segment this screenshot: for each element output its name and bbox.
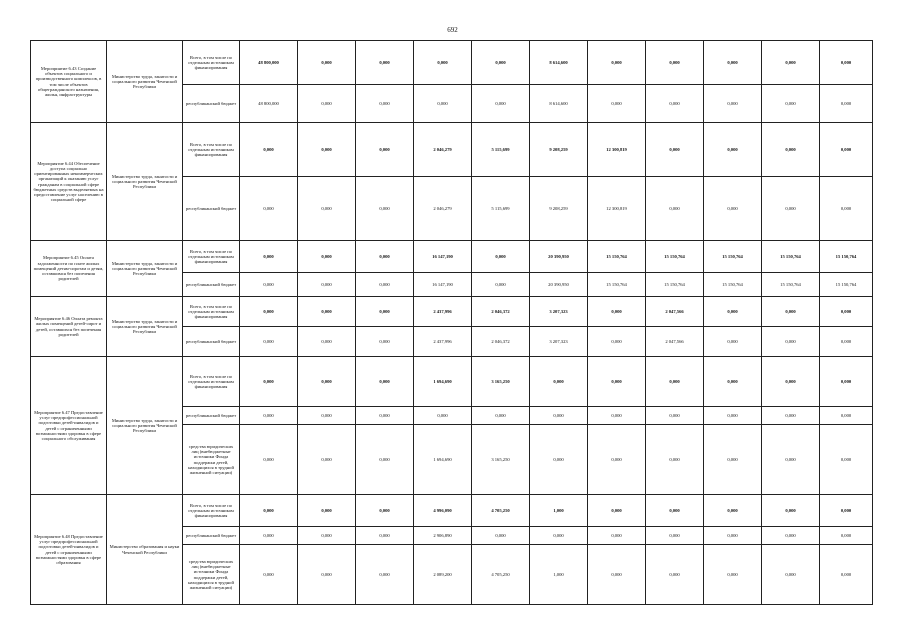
amount-cell: 0,000 [646,85,704,123]
amount-cell: 0,000 [646,527,704,545]
amount-cell: 2 046,372 [472,327,530,357]
amount-cell: 0,000 [704,123,762,177]
amount-cell: 0,000 [240,425,298,495]
amount-cell: 16 147,190 [414,273,472,297]
amount-cell: 0,000 [704,177,762,241]
funding-source: республиканский бюджет [183,407,240,425]
amount-cell: 2 047,566 [646,297,704,327]
amount-cell: 0,000 [298,273,356,297]
amount-cell: 0,000 [820,297,873,327]
event-executor: Министерство труда, занятости и социального развития Чеченской Республики [107,297,183,357]
amount-cell: 0,000 [356,177,414,241]
amount-cell: 0,000 [298,297,356,327]
amount-cell: 0,000 [356,41,414,85]
amount-cell: 1 694,690 [414,425,472,495]
amount-cell: 5 115,699 [472,177,530,241]
amount-cell: 8 614,600 [530,41,588,85]
amount-cell: 0,000 [646,495,704,527]
amount-cell: 0,000 [820,495,873,527]
event-executor: Министерство труда, занятости и социального развития Чеченской Республики [107,357,183,495]
amount-cell: 0,000 [820,327,873,357]
amount-cell: 2 089,200 [414,545,472,605]
amount-cell: 0,000 [356,297,414,327]
amount-cell: 15 150,764 [588,273,646,297]
amount-cell: 12 300,819 [588,177,646,241]
amount-cell: 0,000 [762,41,820,85]
table-row [31,123,873,177]
amount-cell: 0,000 [588,527,646,545]
amount-cell: 0,000 [530,357,588,407]
amount-cell: 3 207,323 [530,327,588,357]
amount-cell: 0,000 [530,425,588,495]
amount-cell: 0,000 [472,407,530,425]
amount-cell: 0,000 [472,241,530,273]
amount-cell: 0,000 [588,327,646,357]
amount-cell: 0,000 [240,123,298,177]
amount-cell: 0,000 [356,407,414,425]
amount-cell: 0,000 [704,495,762,527]
amount-cell: 0,000 [472,85,530,123]
amount-cell: 0,000 [240,527,298,545]
amount-cell: 0,000 [762,297,820,327]
amount-cell: 2 046,372 [472,297,530,327]
amount-cell: 20 390,950 [530,241,588,273]
table-row [31,357,873,407]
amount-cell: 0,000 [646,407,704,425]
amount-cell: 0,000 [762,177,820,241]
amount-cell: 5 115,699 [472,123,530,177]
funding-source: Всего, в том числе по отдельным источникам финансирования [183,297,240,327]
amount-cell: 0,000 [820,177,873,241]
amount-cell: 0,000 [588,85,646,123]
table-row [31,41,873,85]
event-name: Мероприятие 6.45 Оплата задолженности по плате жилых помещений детям-сиротам и детям, оставшимся без попечения родителей [31,241,107,297]
amount-cell: 0,000 [298,123,356,177]
funding-source: республиканский бюджет [183,273,240,297]
amount-cell: 0,000 [820,41,873,85]
event-name: Мероприятие 6.44 Обеспечение доступа социально ориентированных некоммерческих организаций к оказанию услуг гражданам в социальной сфере бюджетных средств выделяемых на предоставление услуг населению в социальной сфере [31,123,107,241]
amount-cell: 15 150,764 [762,241,820,273]
amount-cell: 0,000 [762,425,820,495]
amount-cell: 0,000 [762,327,820,357]
amount-cell: 1,000 [530,495,588,527]
amount-cell: 15 150,764 [820,273,873,297]
amount-cell: 0,000 [820,527,873,545]
amount-cell: 4 705,250 [472,495,530,527]
funding-source: республиканский бюджет [183,177,240,241]
amount-cell: 0,000 [646,41,704,85]
amount-cell: 0,000 [356,123,414,177]
amount-cell: 0,000 [820,123,873,177]
amount-cell: 3 207,323 [530,297,588,327]
amount-cell: 0,000 [646,177,704,241]
amount-cell: 0,000 [298,545,356,605]
event-name: Мероприятие 6.43 Создание объектов социального и производственного комплексов, в том числе объектов общегражданского назначения, жилья, инфраструктуры [31,41,107,123]
amount-cell: 0,000 [704,297,762,327]
amount-cell: 9 208,259 [530,123,588,177]
amount-cell: 0,000 [472,273,530,297]
amount-cell: 0,000 [762,407,820,425]
amount-cell: 0,000 [588,495,646,527]
budget-table [30,40,873,605]
amount-cell: 3 165,250 [472,425,530,495]
amount-cell: 0,000 [356,495,414,527]
amount-cell: 0,000 [704,407,762,425]
amount-cell: 0,000 [820,85,873,123]
funding-source: средства юридических лиц (внебюджетные источники Фонда поддержки детей, находящихся в трудной жизненной ситуации) [183,545,240,605]
amount-cell: 0,000 [298,241,356,273]
amount-cell: 0,000 [646,357,704,407]
funding-source: Всего, в том числе по отдельным источникам финансирования [183,123,240,177]
amount-cell: 0,000 [298,407,356,425]
amount-cell: 0,000 [762,527,820,545]
amount-cell: 0,000 [704,545,762,605]
amount-cell: 0,000 [240,177,298,241]
amount-cell: 1 694,690 [414,357,472,407]
amount-cell: 0,000 [820,407,873,425]
funding-source: средства юридических лиц (внебюджетные источники Фонда поддержки детей, находящихся в трудной жизненной ситуации) [183,425,240,495]
amount-cell: 0,000 [704,425,762,495]
funding-source: Всего, в том числе по отдельным источникам финансирования [183,41,240,85]
amount-cell: 0,000 [762,545,820,605]
amount-cell: 0,000 [414,41,472,85]
amount-cell: 0,000 [646,545,704,605]
amount-cell: 0,000 [240,357,298,407]
amount-cell: 0,000 [704,41,762,85]
amount-cell: 12 300,819 [588,123,646,177]
amount-cell: 0,000 [704,527,762,545]
amount-cell: 0,000 [762,495,820,527]
amount-cell: 0,000 [588,425,646,495]
amount-cell: 0,000 [240,545,298,605]
amount-cell: 0,000 [588,545,646,605]
amount-cell: 0,000 [704,327,762,357]
event-executor: Министерство труда, занятости и социального развития Чеченской Республики [107,123,183,241]
amount-cell: 1,000 [530,545,588,605]
amount-cell: 0,000 [588,41,646,85]
amount-cell: 0,000 [240,273,298,297]
amount-cell: 0,000 [240,241,298,273]
amount-cell: 2 906,890 [414,527,472,545]
amount-cell: 0,000 [762,123,820,177]
amount-cell: 0,000 [298,425,356,495]
page-number: 692 [447,26,458,34]
amount-cell: 2 047,566 [646,327,704,357]
amount-cell: 0,000 [356,527,414,545]
funding-source: республиканский бюджет [183,327,240,357]
amount-cell: 0,000 [240,407,298,425]
amount-cell: 0,000 [298,177,356,241]
amount-cell: 3 165,250 [472,357,530,407]
amount-cell: 2 046,279 [414,177,472,241]
amount-cell: 0,000 [820,357,873,407]
event-name: Мероприятие 6.47 Предоставление услуг предпрофессиональной подготовки детей-инвалидов и детей с ограниченными возможностями здоровья в сфере социального обслуживания [31,357,107,495]
amount-cell: 0,000 [298,527,356,545]
amount-cell: 2 046,279 [414,123,472,177]
amount-cell: 0,000 [240,297,298,327]
funding-source: республиканский бюджет [183,85,240,123]
amount-cell: 0,000 [762,85,820,123]
amount-cell: 4 996,090 [414,495,472,527]
amount-cell: 0,000 [356,241,414,273]
amount-cell: 48 800,000 [240,85,298,123]
amount-cell: 0,000 [356,273,414,297]
amount-cell: 0,000 [356,425,414,495]
amount-cell: 0,000 [356,327,414,357]
amount-cell: 15 150,764 [704,241,762,273]
amount-cell: 0,000 [472,527,530,545]
amount-cell: 0,000 [704,357,762,407]
funding-source: Всего, в том числе по отдельным источникам финансирования [183,357,240,407]
amount-cell: 8 614,600 [530,85,588,123]
amount-cell: 15 150,764 [588,241,646,273]
event-executor: Министерство труда, занятости и социального развития Чеченской Республики [107,41,183,123]
amount-cell: 15 150,764 [704,273,762,297]
amount-cell: 0,000 [356,85,414,123]
event-name: Мероприятие 6.46 Оплата ремонта жилых помещений детей-сирот и детей, оставшихся без попечения родителей [31,297,107,357]
amount-cell: 0,000 [356,545,414,605]
amount-cell: 0,000 [820,545,873,605]
funding-source: Всего, в том числе по отдельным источникам финансирования [183,495,240,527]
amount-cell: 0,000 [820,425,873,495]
amount-cell: 0,000 [646,425,704,495]
amount-cell: 0,000 [704,85,762,123]
event-name: Мероприятие 6.48 Предоставление услуг предпрофессиональной подготовки детей-инвалидов и детей с ограниченными возможностями здоровья в сфере образования [31,495,107,605]
amount-cell: 0,000 [298,41,356,85]
amount-cell: 15 150,764 [646,241,704,273]
amount-cell: 0,000 [646,123,704,177]
amount-cell: 15 150,764 [820,241,873,273]
amount-cell: 0,000 [298,357,356,407]
funding-source: республиканский бюджет [183,527,240,545]
amount-cell: 48 800,000 [240,41,298,85]
table-row [31,495,873,527]
event-executor: Министерство труда, занятости и социального развития Чеченской Республики [107,241,183,297]
amount-cell: 0,000 [298,495,356,527]
amount-cell: 4 705,250 [472,545,530,605]
amount-cell: 0,000 [530,407,588,425]
amount-cell: 0,000 [762,357,820,407]
amount-cell: 0,000 [414,407,472,425]
amount-cell: 0,000 [472,41,530,85]
event-executor: Министерство образования и науки Чеченской Республики [107,495,183,605]
table-row [31,297,873,327]
funding-source: Всего, в том числе по отдельным источникам финансирования [183,241,240,273]
amount-cell: 15 150,764 [762,273,820,297]
amount-cell: 0,000 [240,495,298,527]
amount-cell: 2 437,996 [414,297,472,327]
amount-cell: 0,000 [588,407,646,425]
amount-cell: 20 390,950 [530,273,588,297]
amount-cell: 0,000 [356,357,414,407]
amount-cell: 15 150,764 [646,273,704,297]
amount-cell: 16 147,190 [414,241,472,273]
amount-cell: 0,000 [240,327,298,357]
table-row [31,241,873,273]
amount-cell: 0,000 [298,85,356,123]
amount-cell: 0,000 [298,327,356,357]
amount-cell: 0,000 [530,527,588,545]
amount-cell: 0,000 [588,357,646,407]
amount-cell: 0,000 [414,85,472,123]
amount-cell: 0,000 [588,297,646,327]
amount-cell: 2 437,996 [414,327,472,357]
amount-cell: 9 208,259 [530,177,588,241]
